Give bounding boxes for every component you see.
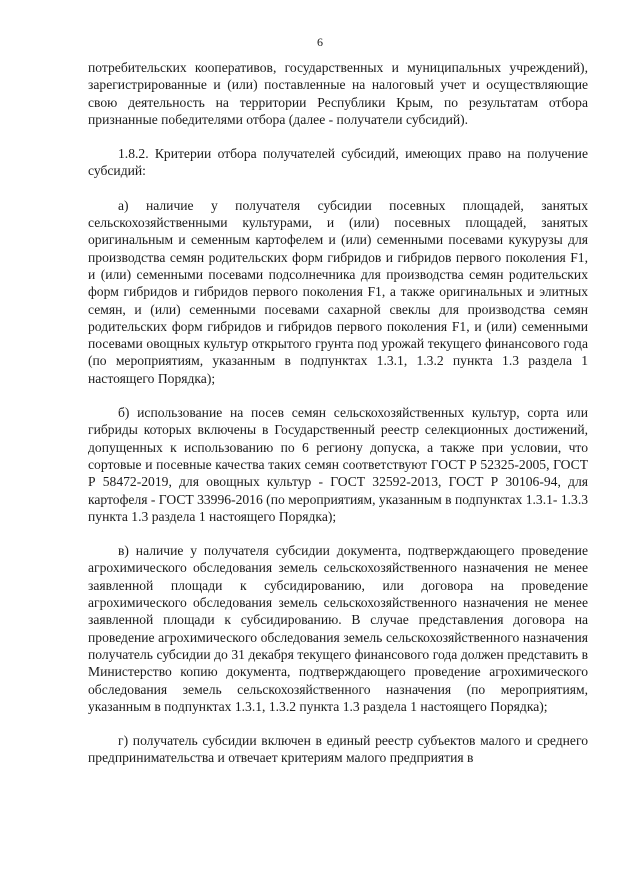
- paragraph-1-8-2-criteria: 1.8.2. Критерии отбора получателей субсидий, имеющих право на получение субсидий:: [88, 146, 588, 179]
- page-number: 6: [317, 35, 323, 49]
- paragraph-criterion-b: б) использование на посев семян сельскохозяйственных культур, сорта или гибриды которых включены в Государственный реестр селекционных достижений, допущенных к использованию по 6 региону допуска, а также при условии, что сортовые и посевные качества таких семян соответствуют ГОСТ Р 52325-2005, ГОСТ Р 58472-2019, для овощных культур - ГОСТ 32592-2013, ГОСТ Р 30106-94, для картофеля - ГОСТ 33996-2016 (по мероприятиям, указанным в подпунктах 1.3.1- 1.3.3 пункта 1.3 раздела 1 настоящего Порядка);: [88, 405, 589, 524]
- document-body: [88, 59, 588, 767]
- paragraph-criterion-v: в) наличие у получателя субсидии документа, подтверждающего проведение агрохимического обследования земель сельскохозяйственного назначения не менее заявленной площади к субсидированию, или договора на проведение агрохимического обследования земель сельскохозяйственного назначения не менее заявленной площади к субсидированию. В случае представления договора на проведение агрохимического обследования земель сельскохозяйственного назначения получатель субсидии до 31 декабря текущего финансового года должен представить в Министерство копию документа, подтверждающего проведение агрохимического обследования земель сельскохозяйственного назначения (по мероприятиям, указанным в подпунктах 1.3.1, 1.3.2 пункта 1.3 раздела 1 настоящего Порядка);: [88, 543, 588, 714]
- paragraph-criterion-g: г) получатель субсидии включен в единый реестр субъектов малого и среднего предпринимательства и отвечает критериям малого предприятия в: [88, 733, 588, 766]
- paragraph-recipients-continuation: потребительских кооперативов, государственных и муниципальных учреждений), зарегистрированные и (или) поставленные на налоговый учет и осуществляющие свою деятельность на территории Республики Крым, по результатам отбора признанные победителями отбора (далее - получатели субсидий).: [88, 60, 588, 127]
- paragraph-criterion-a: а) наличие у получателя субсидии посевных площадей, занятых сельскохозяйственными культурами, и (или) посевных площадей, занятых оригинальным и семенным картофелем и (или) семенными посевами кукурузы для производства семян родительских форм гибридов и гибридов первого поколения F1, и (или) семенными посевами подсолнечника для производства семян родительских форм гибридов и гибридов первого поколения F1, а также оригинальных и элитных семян, и (или) семенными посевами сахарной свеклы для производства семян родительских форм гибридов и гибридов первого поколения F1, и (или) семенными посевами овощных культур открытого грунта под урожай текущего финансового года (по мероприятиям, указанным в подпунктах 1.3.1, 1.3.2 пункта 1.3 раздела 1 настоящего Порядка);: [88, 197, 588, 386]
